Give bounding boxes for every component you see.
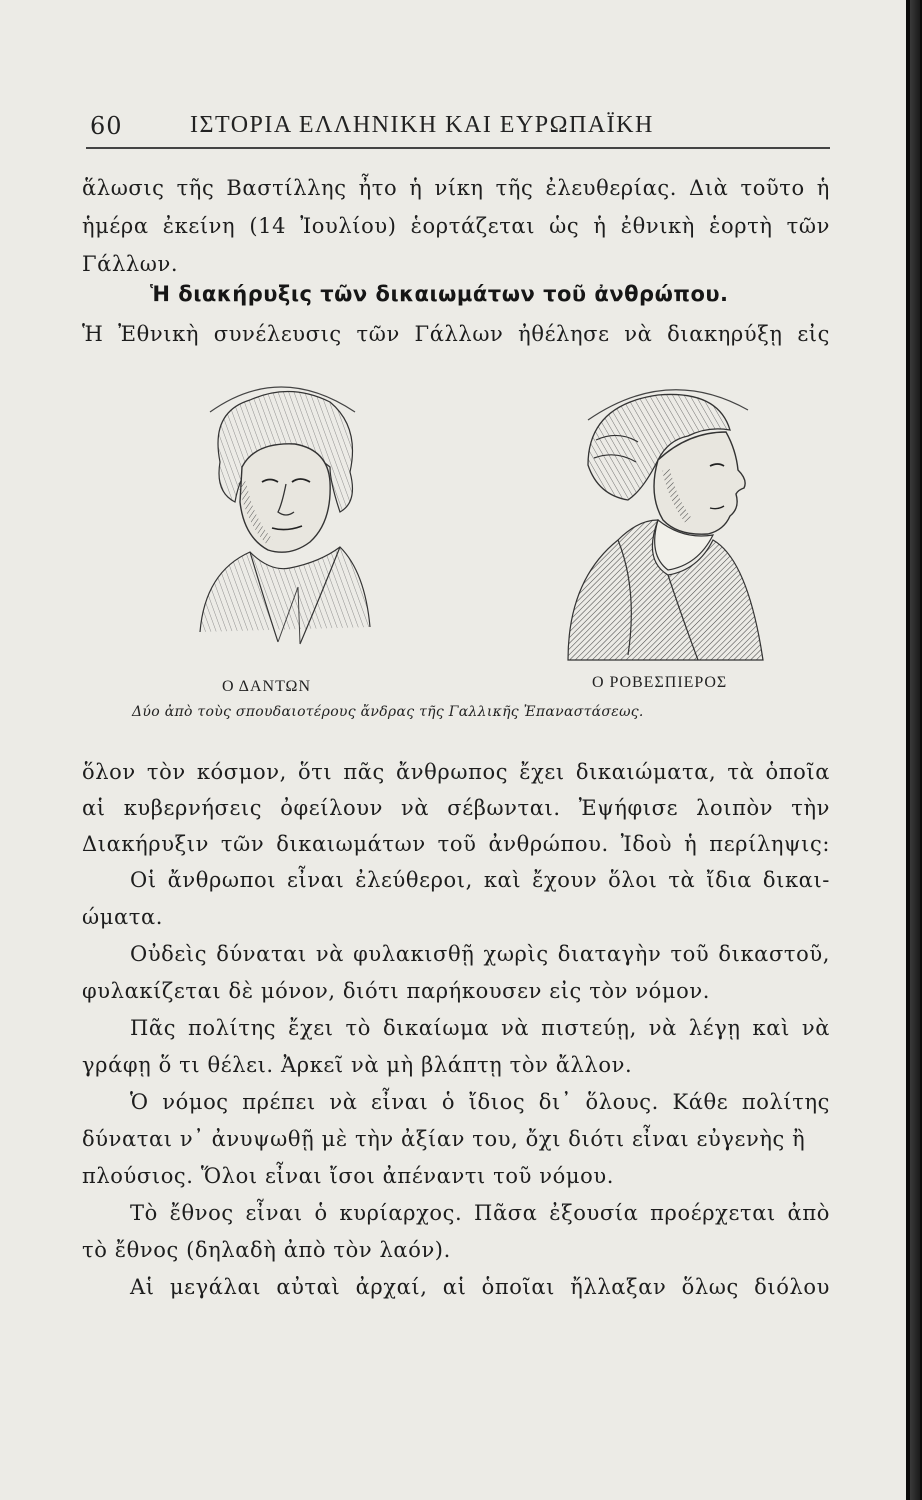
page-number: 60: [90, 112, 123, 140]
figure-caption: Δύο ἀπὸ τοὺς σπουδαιοτέρους ἄνδρας τῆς Γαλλικῆς Ἐπαναστάσεως.: [132, 704, 644, 720]
declaration-line: Οὐδεὶς δύναται νὰ φυλακισθῇ χωρὶς διαταγὴν τοῦ δικαστοῦ,: [130, 942, 830, 966]
declaration-line: δύναται ν᾽ ἀνυψωθῇ μὲ τὴν ἀξίαν του, ὄχι διότι εἶναι εὐγενὴς ἢ: [82, 1127, 806, 1151]
scan-edge: [906, 0, 922, 1500]
danton-portrait: [180, 372, 380, 662]
declaration-line: Ὁ νόμος πρέπει νὰ εἶναι ὁ ἴδιος δι᾽ ὅλους. Κάθε πολίτης: [130, 1090, 830, 1114]
text-line: ἡμέρα ἐκείνη (14 Ἰουλίου) ἑορτάζεται ὡς ἡ ἐθνικὴ ἑορτὴ τῶν: [82, 214, 830, 238]
declaration-line: Τὸ ἔθνος εἶναι ὁ κυρίαρχος. Πᾶσα ἐξουσία προέρχεται ἀπὸ: [130, 1201, 830, 1225]
header-rule: [86, 147, 830, 149]
caption-danton: Ο ΔΑΝΤΩΝ: [222, 678, 311, 695]
declaration-line: Οἱ ἄνθρωποι εἶναι ἐλεύθεροι, καὶ ἔχουν ὅλοι τὰ ἴδια δικαι-: [130, 868, 830, 892]
declaration-line: ώματα.: [82, 905, 164, 929]
robespierre-portrait: [548, 370, 778, 670]
text-line: αἱ κυβερνήσεις ὀφείλουν νὰ σέβωνται. Ἐψήφισε λοιπὸν τὴν: [82, 796, 830, 820]
text-line: ἅλωσις τῆς Βαστίλλης ἦτο ἡ νίκη τῆς ἐλευθερίας. Διὰ τοῦτο ἡ: [82, 176, 830, 200]
text-line: Ἡ Ἐθνικὴ συνέλευσις τῶν Γάλλων ἠθέλησε νὰ διακηρύξῃ εἰς: [82, 322, 830, 346]
scan-edge-strip: [910, 0, 920, 1500]
declaration-line: τὸ ἔθνος (δηλαδὴ ἀπὸ τὸν λαόν).: [82, 1238, 451, 1262]
text-line: ὅλον τὸν κόσμον, ὅτι πᾶς ἄνθρωπος ἔχει δικαιώματα, τὰ ὁποῖα: [82, 760, 830, 784]
declaration-line: Πᾶς πολίτης ἔχει τὸ δικαίωμα νὰ πιστεύῃ, νὰ λέγῃ καὶ νὰ: [130, 1016, 830, 1040]
declaration-line: πλούσιος. Ὅλοι εἶναι ἴσοι ἀπέναντι τοῦ νόμου.: [82, 1164, 614, 1188]
text-line: Γάλλων.: [82, 252, 179, 276]
running-title: ΙΣΤΟΡΙΑ ΕΛΛΗΝΙΚΗ ΚΑΙ ΕΥΡΩΠΑΪΚΗ: [190, 112, 654, 138]
declaration-line: γράφῃ ὅ τι θέλει. Ἀρκεῖ νὰ μὴ βλάπτῃ τὸν ἄλλον.: [82, 1053, 633, 1077]
declaration-line: Αἱ μεγάλαι αὐταὶ ἀρχαί, αἱ ὁποῖαι ἤλλαξαν ὅλως διόλου: [130, 1275, 830, 1299]
text-line: Διακήρυξιν τῶν δικαιωμάτων τοῦ ἀνθρώπου. Ἰδοὺ ἡ περίληψις:: [82, 832, 830, 856]
caption-robespierre: Ο ΡΟΒΕΣΠΙΕΡΟΣ: [592, 674, 728, 691]
running-header: [90, 112, 830, 148]
declaration-line: φυλακίζεται δὲ μόνον, διότι παρήκουσεν εἰς τὸν νόμον.: [82, 979, 711, 1003]
section-heading: Ἡ διακήρυξις τῶν δικαιωμάτων τοῦ ἀνθρώπου.: [150, 282, 729, 306]
